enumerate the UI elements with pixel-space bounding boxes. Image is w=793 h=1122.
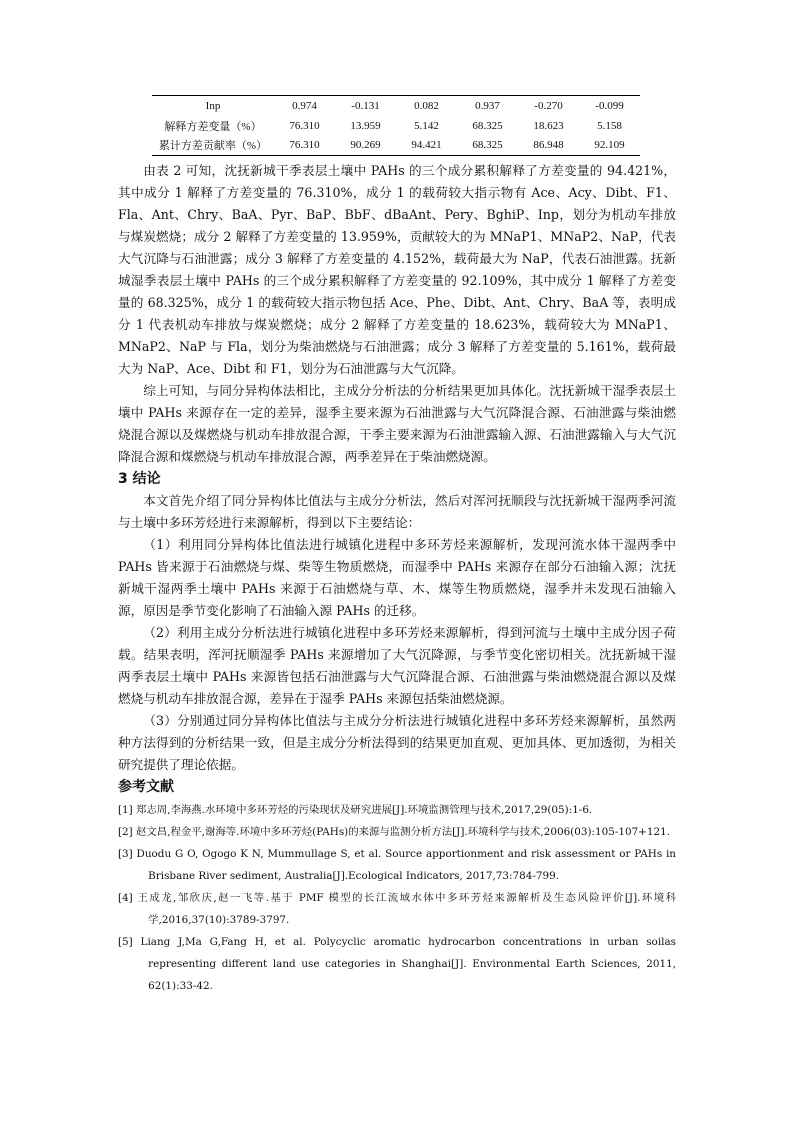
table-cell: 18.623 bbox=[533, 119, 564, 132]
table-cell: 68.325 bbox=[457, 136, 518, 156]
table-row bbox=[152, 96, 640, 116]
table-cell: -0.270 bbox=[518, 96, 579, 116]
table-cell: 86.948 bbox=[518, 136, 579, 156]
body-text bbox=[118, 160, 676, 997]
paragraph-conclusion-1: （1）利用同分异构体比值法进行城镇化进程中多环芳烃来源解析，发现河流水体干湿两季中 PAHs 皆来源于石油燃烧与煤、柴等生物质燃烧，而湿季中 PAHs 来源存在部分石油输入源；沈抚新城干湿两季土壤中 PAHs 来源于石油燃烧与草、木、煤等生物质燃烧，湿季并未发现石油输入源，原因是季节变化影响了石油输入源 PAHs 的迁移。 bbox=[118, 537, 676, 618]
section-heading-conclusion: 3 结论 bbox=[118, 471, 161, 487]
table-cell: 0.974 bbox=[274, 96, 335, 116]
table-cell: 5.158 bbox=[597, 119, 622, 132]
table-cell: 90.269 bbox=[335, 136, 396, 156]
reference-item: [5] Liang J,Ma G,Fang H, et al. Polycyclic aromatic hydrocarbon concentrations in urban soilas representing different land use categories in Shanghai[J]. Environmental Earth Sciences, 2011, 62(1):33-42. bbox=[118, 936, 676, 992]
reference-item: [3] Duodu G O, Ogogo K N, Mummullage S, et al. Source apportionment and risk assessment or PAHs in Brisbane River sediment, Australia[J].Ecological Indicators, 2017,73:784-799. bbox=[118, 848, 676, 882]
paragraph-summary: 综上可知，与同分异构体法相比，主成分分析法的分析结果更加具体化。沈抚新城干湿季表层土壤中 PAHs 来源存在一定的差异，湿季主要来源为石油泄露与大气沉降混合源、石油泄露与柴油燃烧混合源以及煤燃烧与机动车排放混合源，干季主要来源为石油泄露输入源、石油泄露输入与大气沉降混合源和煤燃烧与机动车排放混合源，两季差异在于柴油燃烧源。 bbox=[118, 383, 676, 464]
reference-item: [2] 赵文昌,程金平,谢海等.环境中多环芳烃(PAHs)的来源与监测分析方法[J].环境科学与技术,2006(03):105-107+121. bbox=[118, 826, 671, 838]
paragraph-conclusion-2: （2）利用主成分分析法进行城镇化进程中多环芳烃来源解析，得到河流与土壤中主成分因子荷载。结果表明，浑河抚顺湿季 PAHs 来源增加了大气沉降源，与季节变化密切相关。沈抚新城干湿两季表层土壤中 PAHs 来源皆包括石油泄露与大气沉降混合源、石油泄露与柴油燃烧混合源以及煤燃烧与机动车排放混合源，差异在于湿季 PAHs 来源包括柴油燃烧源。 bbox=[118, 625, 676, 706]
table-cell: -0.099 bbox=[579, 96, 640, 116]
reference-item: [1] 郑志周,李海燕.水环境中多环芳烃的污染现状及研究进展[J].环境监测管理与技术,2017,29(05):1-6. bbox=[118, 804, 593, 816]
table-cell: 0.082 bbox=[396, 96, 457, 116]
table-cell: -0.131 bbox=[335, 96, 396, 116]
table-cell: 76.310 bbox=[274, 136, 335, 156]
reference-list bbox=[118, 799, 676, 997]
pca-results-table bbox=[152, 95, 640, 156]
table-cell-label: 累计方差贡献率（%） bbox=[152, 136, 274, 156]
table-cell: 68.325 bbox=[472, 119, 503, 132]
table-row bbox=[152, 136, 640, 156]
table-cell: 76.310 bbox=[289, 119, 320, 132]
table-cell-label: Inp bbox=[152, 96, 274, 116]
paragraph-conclusion-intro: 本文首先介绍了同分异构体比值法与主成分分析法，然后对浑河抚顺段与沈抚新城干湿两季河流与土壤中多环芳烃进行来源解析，得到以下主要结论： bbox=[118, 493, 676, 530]
section-heading-references: 参考文献 bbox=[118, 779, 174, 795]
table-cell: 13.959 bbox=[350, 119, 381, 132]
reference-item: [4] 王成龙,邹欣庆,赵一飞等.基于 PMF 模型的长江流域水体中多环芳烃来源解析及生态风险评价[J].环境科学,2016,37(10):3789-3797. bbox=[118, 892, 676, 926]
table-row bbox=[152, 116, 640, 136]
paragraph-conclusion-3: （3）分别通过同分异构体比值法与主成分分析法进行城镇化进程中多环芳烃来源解析，虽然两种方法得到的分析结果一致，但是主成分分析法得到的结果更加直观、更加具体、更加透彻，为相关研究提供了理论依据。 bbox=[118, 713, 676, 772]
table-cell: 5.142 bbox=[414, 119, 439, 132]
paragraph-table-analysis: 由表 2 可知，沈抚新城干季表层土壤中 PAHs 的三个成分累积解释了方差变量的 94.421%，其中成分 1 解释了方差变量的 76.310%，成分 1 的载荷较大指示物有 Ace、Acy、Dibt、F1、Fla、Ant、Chry、BaA、Pyr、BaP、BbF、dBaAnt、Pery、BghiP、Inp，划分为机动车排放与煤炭燃烧；成分 2 解释了方差变量的 13.959%，贡献较大的为 MNaP1、MNaP2、NaP，代表大气沉降与石油泄露；成分 3 解释了方差变量的 4.152%，载荷最大为 NaP，代表石油泄露。抚新城湿季表层土壤中 PAHs 的三个成分累积解释了方差变量的 92.109%，其中成分 1 解释了方差变量的 68.325%，成分 1 的载荷较大指示物包括 Ace、Phe、Dibt、Ant、Chry、BaA 等，表明成分 1 代表机动车排放与煤炭燃烧；成分 2 解释了方差变量的 18.623%，载荷较大为 MNaP1、MNaP2、NaP 与 Fla，划分为柴油燃烧与石油泄露；成分 3 解释了方差变量的 5.161%，载荷最大为 NaP、Ace、Dibt 和 F1，划分为石油泄露与大气沉降。 bbox=[118, 163, 676, 376]
table-cell: 0.937 bbox=[457, 96, 518, 116]
table-cell: 92.109 bbox=[579, 136, 640, 156]
table-cell: 94.421 bbox=[396, 136, 457, 156]
table-cell-label: 解释方差变量（%） bbox=[164, 120, 262, 133]
